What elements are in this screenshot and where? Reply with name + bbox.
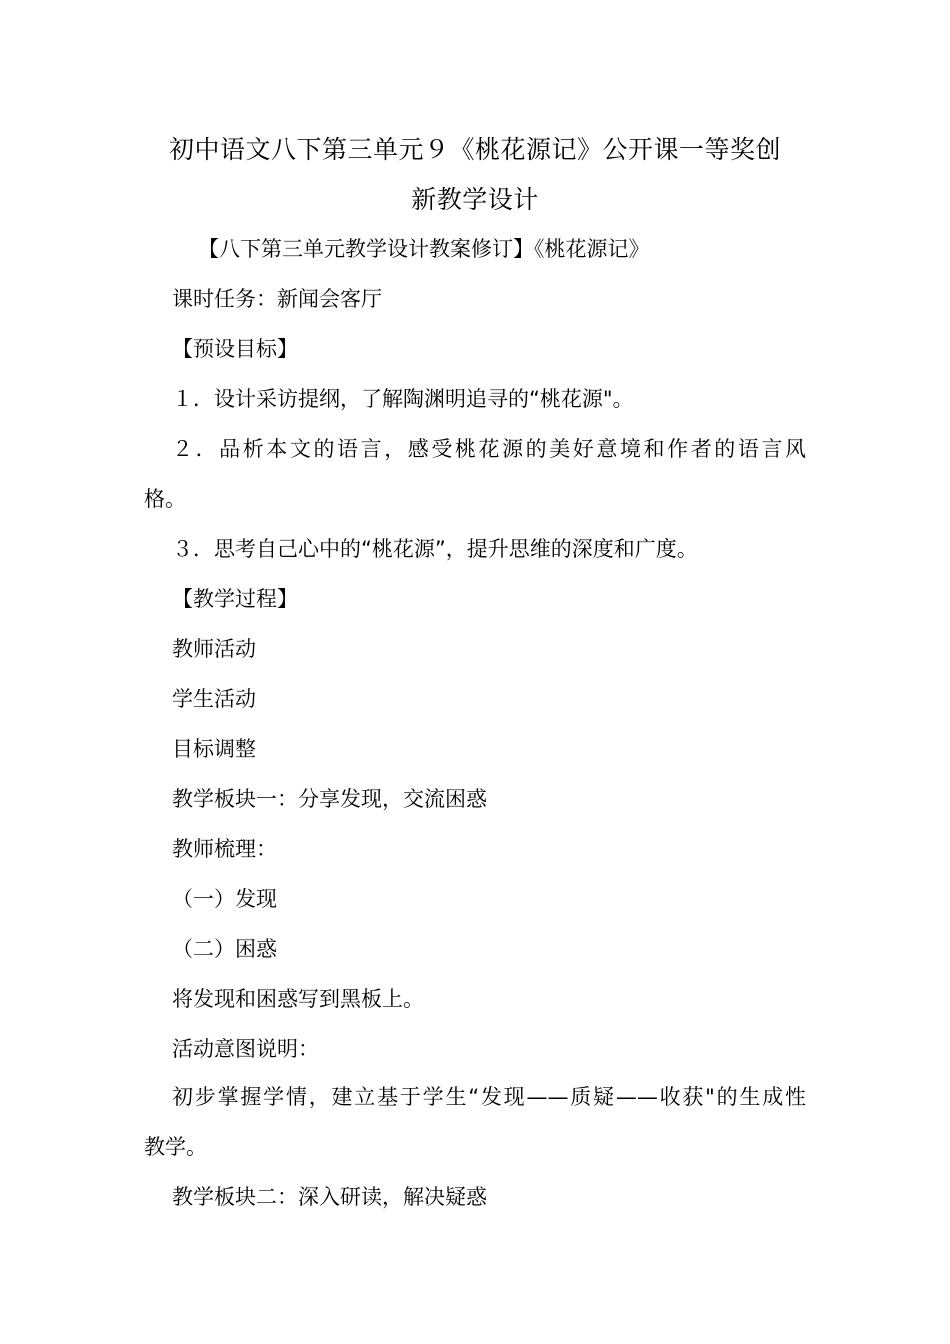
teacher-summary-label: 教师梳理：: [172, 837, 277, 861]
list-item-questions: （二）困惑: [172, 937, 277, 961]
student-activity: 学生活动: [172, 687, 256, 711]
goal-3: ３．思考自己心中的“桃花源”，提升思维的深度和广度。: [172, 537, 698, 561]
teaching-block-1: 教学板块一：分享发现，交流困惑: [172, 787, 487, 811]
goal-1: １．设计采访提纲，了解陶渊明追寻的“桃花源"。: [172, 387, 634, 411]
document-subtitle: 【八下第三单元教学设计教案修订】《桃花源记》: [198, 237, 650, 261]
activity-intent-line-2: 教学。: [144, 1135, 207, 1159]
lesson-task: 课时任务：新闻会客厅: [172, 287, 382, 311]
document-title-line-1: 初中语文八下第三单元９《桃花源记》公开课一等奖创: [168, 135, 781, 164]
blackboard-note: 将发现和困惑写到黑板上。: [172, 987, 424, 1011]
goal-2-line-1: ２．品析本文的语言，感受桃花源的美好意境和作者的语言风: [172, 437, 806, 461]
goals-heading: 【预设目标】: [172, 337, 298, 361]
list-item-discoveries: （一）发现: [172, 887, 277, 911]
goal-2-line-2: 格。: [144, 487, 186, 511]
activity-intent-line-1: 初步掌握学情，建立基于学生“发现——质疑——收获"的生成性: [172, 1085, 806, 1109]
goal-adjustment: 目标调整: [172, 737, 256, 761]
teacher-activity: 教师活动: [172, 637, 256, 661]
activity-intent-label: 活动意图说明：: [172, 1037, 319, 1061]
document-title-line-2: 新教学设计: [411, 185, 539, 214]
process-heading: 【教学过程】: [172, 587, 298, 611]
teaching-block-2: 教学板块二：深入研读，解决疑惑: [172, 1185, 487, 1209]
